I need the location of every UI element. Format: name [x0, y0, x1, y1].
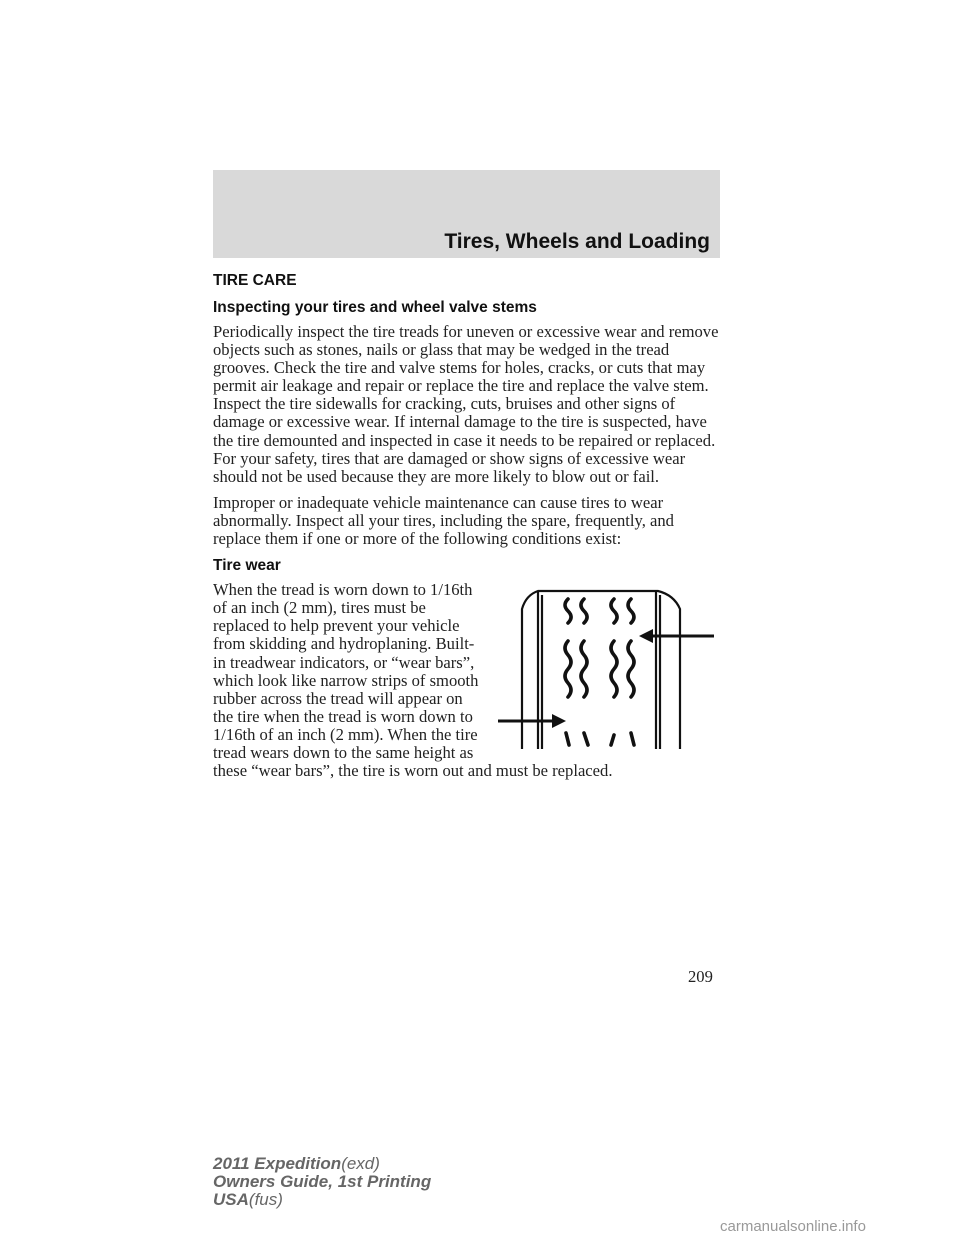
heading-tire-care: TIRE CARE [213, 272, 297, 289]
footer-edition-info [213, 1155, 431, 1209]
wear-bar-arrow-lower [498, 714, 566, 728]
section-title: Tires, Wheels and Loading [444, 230, 710, 253]
footer-model: 2011 Expedition [213, 1154, 342, 1173]
paragraph-inspecting: Periodically inspect the tire treads for uneven or excessive wear and remove objects such as stones, nails or glass that may be wedged in the tread grooves. Check the tire and valve stems for holes, cracks, or cuts that may permit air leakage and repair or replace the tire and replace the valve stem. Inspect the tire sidewalls for cracking, cuts, bruises and other signs of damage or excessive wear. If internal damage to the tire is suspected, have the tire demounted and inspected in case it needs to be repaired or replaced. For your safety, tires that are damaged or show signs of excessive wear should not be used because they are more likely to blow out or fail. [213, 322, 719, 486]
subheading-tire-wear: Tire wear [213, 557, 281, 575]
page-content [213, 271, 720, 788]
paragraph-improper-maintenance: Improper or inadequate vehicle maintenance can cause tires to wear abnormally. Inspect all your tires, including the spare, frequently, and replace them if one or more of the following conditions exist: [213, 492, 674, 549]
wear-bar-arrow-upper [639, 629, 714, 643]
paragraph-tire-wear: When the tread is worn down to 1/16th of an inch (2 mm), tires must be replaced to help prevent your vehicle from skidding and hydroplaning. Built-in treadwear indicators, or “wear bars”, which look like narrow strips of smooth rubber across the tread will appear on the tire when the tread is worn down to 1/16th of an inch (2 mm). When the tire tread wears down to the same height as these “wear bars”, the tire is worn out and must be replaced. [213, 580, 613, 781]
footer-model-code: (exd) [341, 1154, 380, 1173]
subheading-inspecting: Inspecting your tires and wheel valve stems [213, 299, 537, 316]
tread-wear-bar-illustration [496, 589, 726, 749]
header-band [213, 170, 720, 258]
page-number: 209 [688, 967, 713, 986]
footer-printing: Owners Guide, 1st Printing [213, 1172, 432, 1191]
footer-market: USA [213, 1190, 249, 1209]
watermark: carmanualsonline.info [720, 1218, 866, 1235]
footer-market-code: (fus) [248, 1190, 283, 1209]
